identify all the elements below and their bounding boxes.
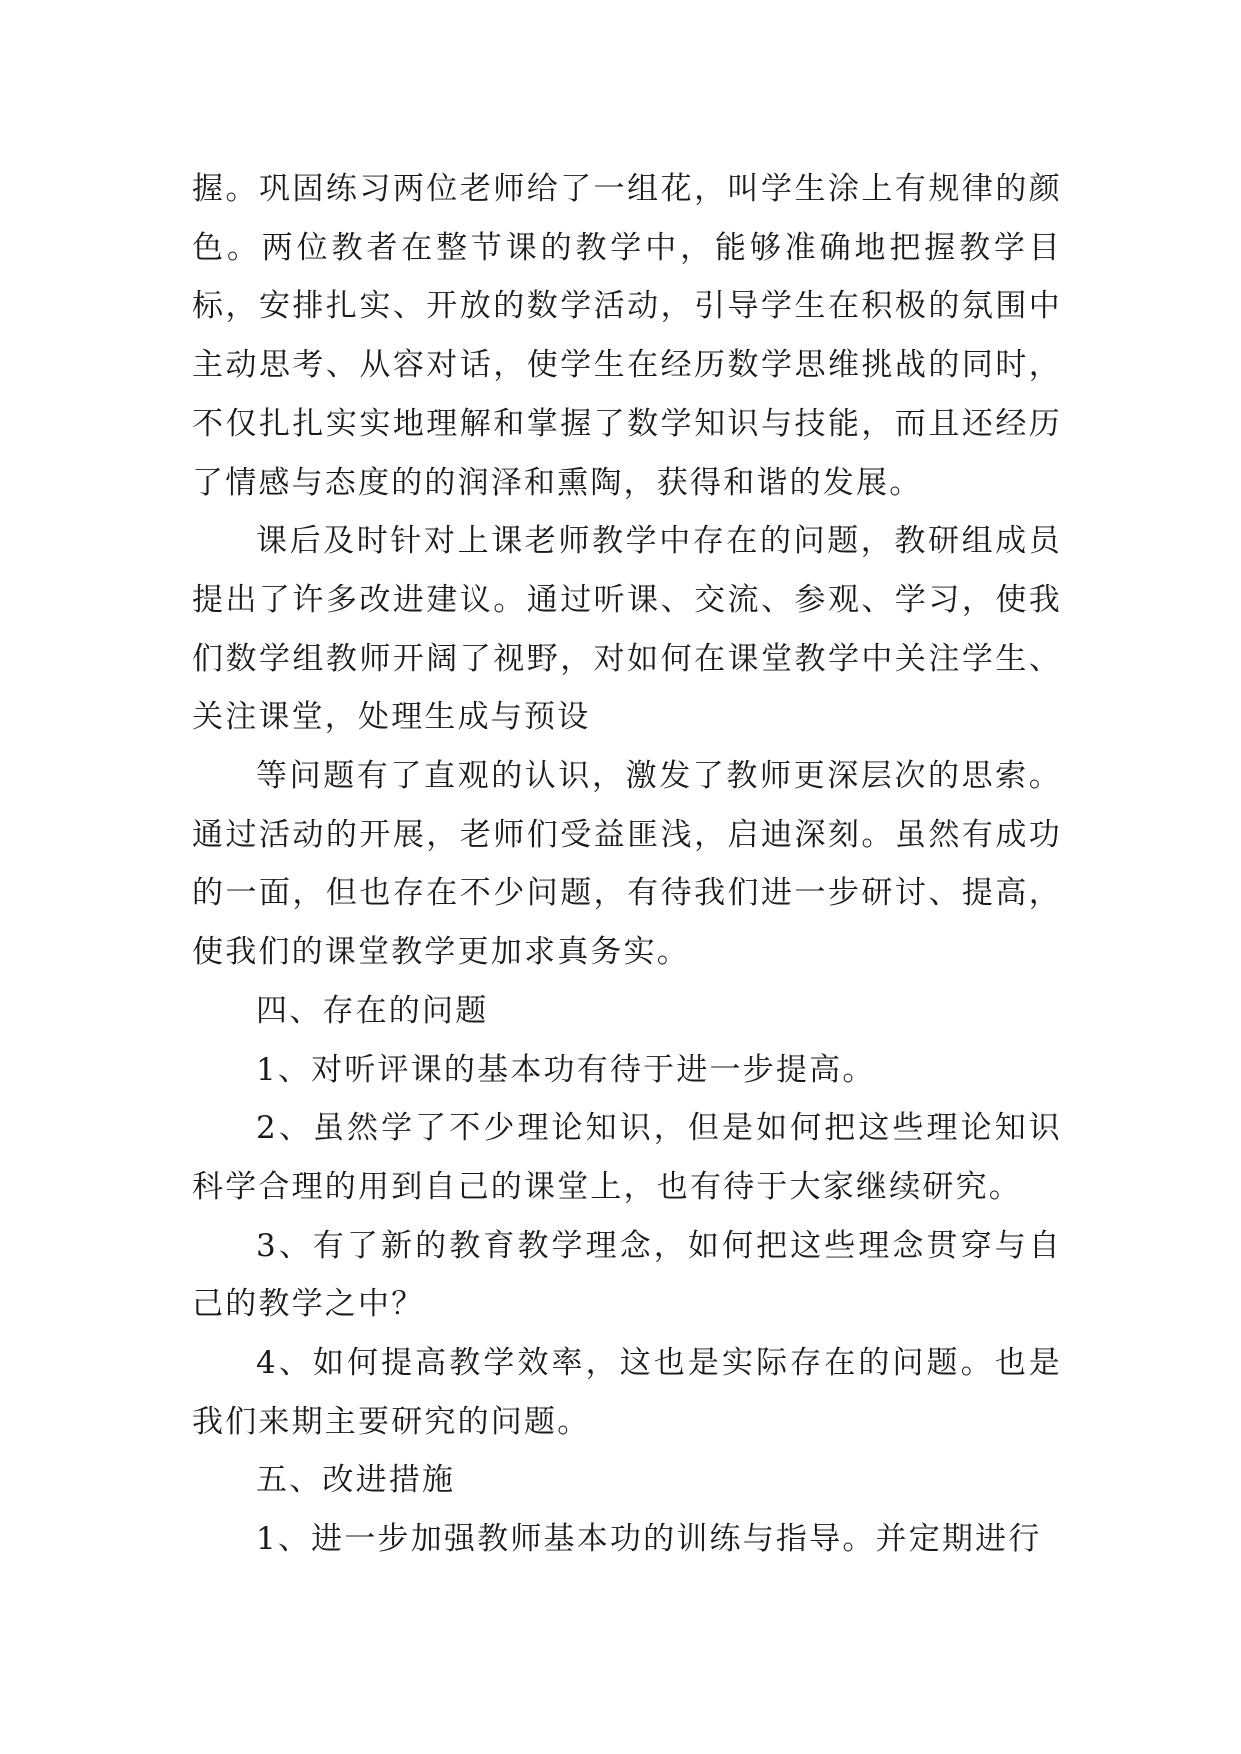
section-heading-improvements: 五、改进措施	[256, 1462, 456, 1499]
list-item-problem-2: 2、虽然学了不少理论知识，但是如何把这些理论知识科学合理的用到自己的课堂上，也有待于大家继续研究。	[192, 1110, 1062, 1205]
paragraph-activity-results: 等问题有了直观的认识，激发了教师更深层次的思索。通过活动的开展，老师们受益匪浅，启迪深刻。虽然有成功的一面，但也存在不少问题，有待我们进一步研讨、提高，使我们的课堂教学更加求真务实。	[192, 758, 1062, 971]
paragraph-continuation: 握。巩固练习两位老师给了一组花，叫学生涂上有规律的颜色。两位教者在整节课的教学中，能够准确地把握教学目标，安排扎实、开放的数学活动，引导学生在积极的氛围中主动思考、从容对话，使学生在经历数学思维挑战的同时，不仅扎扎实实地理解和掌握了数学知识与技能，而且还经历了情感与态度的的润泽和熏陶，获得和谐的发展。	[192, 171, 1062, 501]
document-body	[192, 160, 1062, 1569]
paragraph-post-lesson-feedback: 课后及时针对上课老师教学中存在的问题，教研组成员提出了许多改进建议。通过听课、交流、参观、学习，使我们数学组教师开阔了视野，对如何在课堂教学中关注学生、关注课堂，处理生成与预设	[192, 523, 1062, 736]
list-item-improvement-1: 1、进一步加强教师基本功的训练与指导。并定期进行	[256, 1521, 1042, 1558]
list-item-problem-1: 1、对听评课的基本功有待于进一步提高。	[256, 1051, 876, 1088]
list-item-problem-4: 4、如何提高教学效率，这也是实际存在的问题。也是我们来期主要研究的问题。	[192, 1345, 1062, 1440]
list-item-problem-3: 3、有了新的教育教学理念，如何把这些理念贯穿与自己的教学之中？	[192, 1227, 1062, 1323]
section-heading-problems: 四、存在的问题	[256, 992, 489, 1029]
